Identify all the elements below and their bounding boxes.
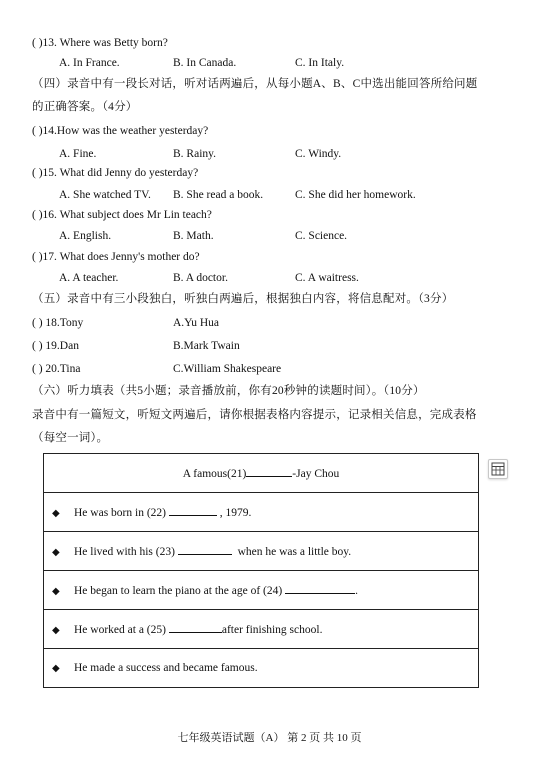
table-header-cell [44,454,479,493]
row-24-text: He began to learn the piano at the age of (24) [74,585,283,597]
q17-option-a: A. A teacher. [59,272,119,284]
table-row [44,532,479,571]
header-suffix: -Jay Chou [292,468,340,480]
table-row [44,649,479,688]
table-row-25 [44,610,479,649]
table-row [44,571,479,610]
match-c-right: C.William Shakespeare [173,363,282,375]
diamond-bullet-icon: ◆ [52,586,60,597]
blank-23[interactable] [178,544,232,555]
section4-instruction-line2: 的正确答案。（4分） [32,101,138,113]
blank-21[interactable] [246,466,292,477]
q17-option-b: B. A doctor. [173,272,228,284]
table-row-23 [44,532,479,571]
q16-option-a: A. English. [59,230,112,242]
section6-instruction-line1: 录音中有一篇短文，听短文两遍后，请你根据表格内容提示，记录相关信息，完成表格 [32,409,477,421]
match-19-left: ( ) 19.Dan [32,340,79,352]
q14-option-a: A. Fine. [59,148,97,160]
table-row-22 [44,493,479,532]
section4-instruction-line1: （四）录音中有一段长对话，听对话两遍后，从每小题A、B、C中选出能回答所给问题 [32,78,478,90]
match-18-left: ( ) 18.Tony [32,317,84,329]
q14-option-b: B. Rainy. [173,148,217,160]
fill-in-table [43,453,479,688]
diamond-bullet-icon: ◆ [52,547,60,558]
row-25-text: He worked at a (25) [74,624,166,636]
section6-instruction-line2: （每空一词）。 [32,432,109,444]
diamond-bullet-icon: ◆ [52,663,60,674]
page-footer: 七年级英语试题（A） 第 2 页 共 10 页 [177,732,362,744]
calculator-icon[interactable] [488,459,508,479]
match-20-left: ( ) 20.Tina [32,363,81,375]
row-22-suffix: , 1979. [219,507,252,519]
q16-option-c: C. Science. [295,230,348,242]
section5-instruction: （五）录音中有三小段独白，听独白两遍后，根据独白内容，将信息配对。（3分） [32,293,454,305]
calculator-glyph [491,462,505,476]
q13-option-a: A. In France. [59,57,120,69]
header-prefix: A famous(21) [182,468,247,480]
q15-option-b: B. She read a book. [173,189,264,201]
q15-option-c: C. She did her homework. [295,189,416,201]
blank-25[interactable] [169,622,222,633]
blank-22[interactable] [169,505,217,516]
row-23-text: He lived with his (23) [74,546,175,558]
section6-title: （六）听力填表（共5小题；录音播放前，你有20秒钟的读题时间）。（10分） [32,385,425,397]
row-23-suffix: when he was a little boy. [237,546,352,558]
table-row-24 [44,571,479,610]
q13-option-c: C. In Italy. [295,57,345,69]
q17-option-c: C. A waitress. [295,272,359,284]
match-b-right: B.Mark Twain [173,340,240,352]
match-a-right: A.Yu Hua [173,317,219,329]
q15-stem: ( )15. What did Jenny do yesterday? [32,167,199,179]
q17-stem: ( )17. What does Jenny's mother do? [32,251,200,263]
table-row-final [44,649,479,688]
q16-stem: ( )16. What subject does Mr Lin teach? [32,209,212,221]
q14-option-c: C. Windy. [295,148,342,160]
table-row [44,610,479,649]
q16-option-b: B. Math. [173,230,214,242]
q14-stem: ( )14.How was the weather yesterday? [32,125,209,137]
row-final-text: He made a success and became famous. [74,662,258,674]
q13-stem: ( )13. Where was Betty born? [32,37,168,49]
row-25-suffix: after finishing school. [221,624,323,636]
blank-24[interactable] [285,583,355,594]
q15-option-a: A. She watched TV. [59,189,151,201]
q13-option-b: B. In Canada. [173,57,237,69]
table-row [44,493,479,532]
table-header-row [44,454,479,493]
diamond-bullet-icon: ◆ [52,508,60,519]
row-22-text: He was born in (22) [74,507,166,519]
diamond-bullet-icon: ◆ [52,625,60,636]
row-24-suffix: . [355,585,358,597]
